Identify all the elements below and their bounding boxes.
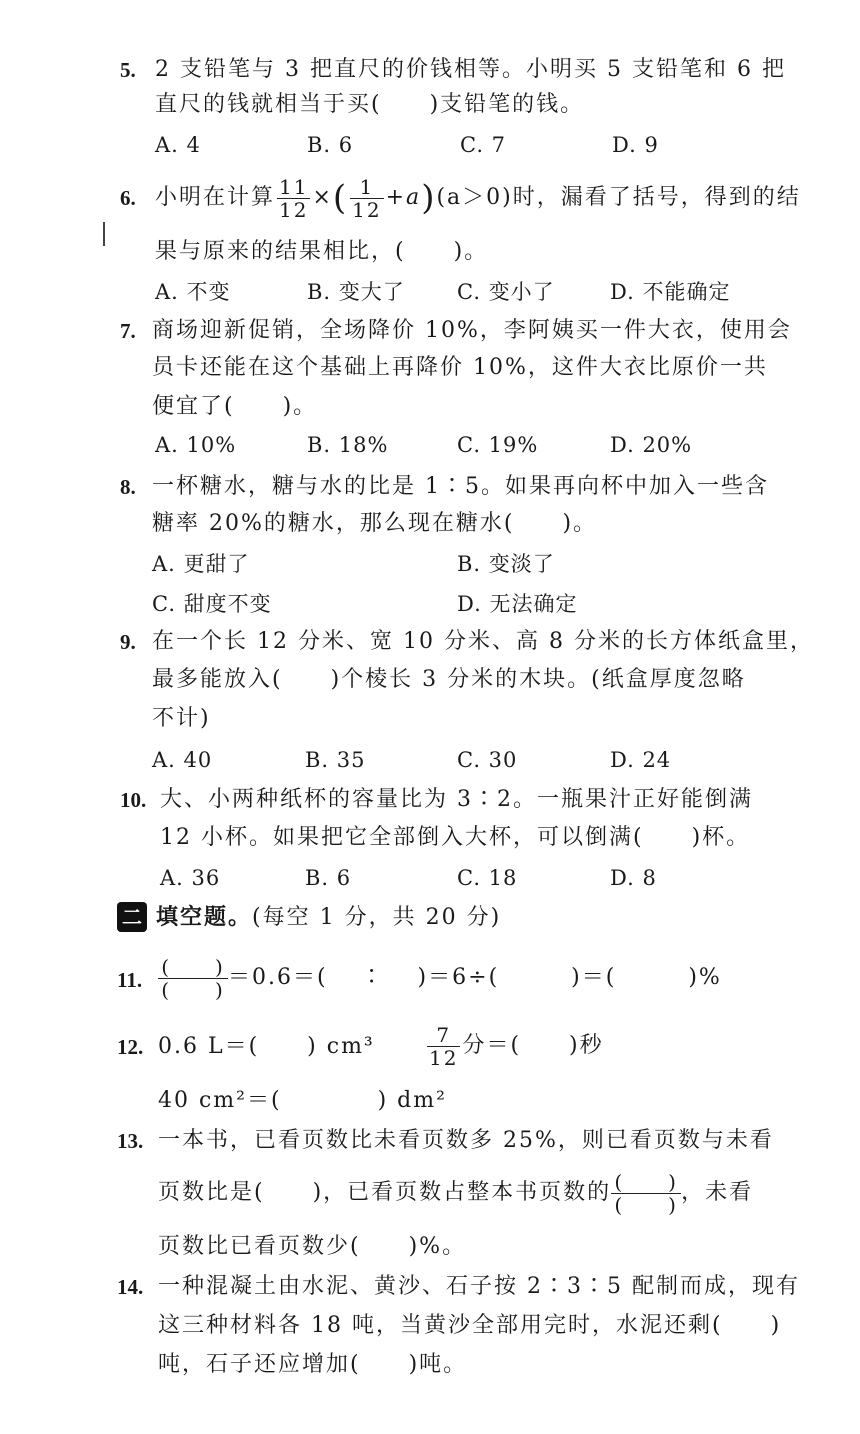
fraction-denominator-blank: ( ) xyxy=(161,977,225,1002)
option-b: B. 6 xyxy=(305,866,352,890)
question-text: 一本书，已看页数比未看页数多 25%，则已看页数与未看 xyxy=(158,1128,774,1153)
question-text-part: ，未看 xyxy=(681,1180,754,1205)
question-number: 14. xyxy=(117,1275,144,1299)
question-text: 页数比已看页数少( )%。 xyxy=(158,1234,467,1259)
question-text-prefix: 小明在计算 xyxy=(155,185,276,210)
question-text: 商场迎新促销，全场降价 10%，李阿姨买一件大衣，使用会 xyxy=(152,318,792,343)
fraction-denominator: 12 xyxy=(279,197,309,222)
section-scoring: (每空 1 分，共 20 分) xyxy=(252,905,502,930)
option-d: D. 20% xyxy=(610,433,693,457)
option-d: D. 8 xyxy=(610,866,657,890)
question-text: 一种混凝土由水泥、黄沙、石子按 2∶3∶5 配制而成，现有 xyxy=(158,1274,800,1299)
fraction-numerator-blank: ( ) xyxy=(611,1171,681,1194)
option-d: D. 9 xyxy=(612,133,659,157)
option-c: C. 7 xyxy=(460,133,507,157)
question-number: 13. xyxy=(117,1129,144,1153)
question-text: 便宜了( )。 xyxy=(152,394,318,419)
question-number: 12. xyxy=(117,1035,144,1059)
question-number: 9. xyxy=(120,630,136,654)
option-c: C. 变小了 xyxy=(457,280,555,304)
question-text: 不计) xyxy=(152,706,211,731)
question-text: 吨，石子还应增加( )吨。 xyxy=(158,1352,468,1377)
section-title-text: 填空题。 xyxy=(156,904,253,930)
question-number: 5. xyxy=(120,58,136,82)
question-text: 0.6 L＝( ) cm³ xyxy=(158,1034,375,1059)
blank-fraction xyxy=(158,956,228,1001)
option-b: B. 变淡了 xyxy=(457,552,555,576)
question-text xyxy=(158,948,722,1008)
question-text: 一杯糖水，糖与水的比是 1∶5。如果再向杯中加入一些含 xyxy=(152,474,769,499)
question-number: 10. xyxy=(120,788,147,812)
question-text: 12 小杯。如果把它全部倒入大杯，可以倒满( )杯。 xyxy=(160,825,751,850)
question-text: 这三种材料各 18 吨，当黄沙全部用完时，水泥还剩( ) xyxy=(158,1313,782,1338)
option-a: A. 更甜了 xyxy=(152,552,250,576)
question-number: 6. xyxy=(120,186,136,210)
question-text xyxy=(158,1165,753,1221)
blank-fraction xyxy=(611,1171,681,1216)
section-title xyxy=(156,902,501,933)
question-text: 2 支铅笔与 3 把直尺的价钱相等。小明买 5 支铅笔和 6 把 xyxy=(155,57,786,82)
question-text: 40 cm²＝( ) dm² xyxy=(158,1088,447,1113)
question-number: 8. xyxy=(120,475,136,499)
close-paren: ) xyxy=(421,178,437,218)
option-b: B. 18% xyxy=(307,433,389,457)
margin-mark xyxy=(103,222,105,246)
equation-text: ＝0.6＝( ∶ )＝6÷( )＝( )% xyxy=(228,965,722,990)
question-text xyxy=(425,1016,604,1076)
option-d: D. 24 xyxy=(610,748,672,772)
option-d: D. 不能确定 xyxy=(610,280,731,304)
section-number-icon: 二 xyxy=(117,902,147,932)
fraction-denominator-blank: ( ) xyxy=(614,1192,678,1217)
question-text: 在一个长 12 分米、宽 10 分米、高 8 分米的长方体纸盒里， xyxy=(152,629,814,654)
option-a: A. 不变 xyxy=(155,280,231,304)
open-paren: ( xyxy=(332,178,349,218)
option-c: C. 18 xyxy=(457,866,518,890)
fraction-numerator-blank: ( ) xyxy=(158,956,228,979)
question-text: 直尺的钱就相当于买( )支铅笔的钱。 xyxy=(155,92,585,117)
fraction-denominator: 12 xyxy=(429,1045,459,1070)
option-a: A. 36 xyxy=(160,866,221,890)
option-b: B. 6 xyxy=(307,133,354,157)
question-number: 11. xyxy=(117,968,143,992)
question-number: 7. xyxy=(120,319,136,343)
option-b: B. 35 xyxy=(305,748,366,772)
question-text: 大、小两种纸杯的容量比为 3∶2。一瓶果汁正好能倒满 xyxy=(160,787,753,812)
fraction xyxy=(427,1024,460,1069)
question-text xyxy=(155,172,801,224)
option-c: C. 30 xyxy=(457,748,518,772)
option-c: C. 甜度不变 xyxy=(152,592,272,616)
option-a: A. 4 xyxy=(155,133,201,157)
fraction-numerator: 11 xyxy=(279,174,309,199)
option-a: A. 10% xyxy=(155,433,237,457)
fraction xyxy=(350,176,383,221)
question-text-suffix: (a＞0)时，漏看了括号，得到的结 xyxy=(436,185,801,210)
question-text: 最多能放入( )个棱长 3 分米的木块。(纸盒厚度忽略 xyxy=(152,667,746,692)
question-text: 员卡还能在这个基础上再降价 10%，这件大衣比原价一共 xyxy=(152,355,768,380)
question-text-part: 页数比是( )，已看页数占整本书页数的 xyxy=(158,1180,612,1205)
fraction-numerator: 1 xyxy=(350,176,383,199)
option-c: C. 19% xyxy=(457,433,539,457)
option-a: A. 40 xyxy=(152,748,213,772)
times-sign: × xyxy=(312,185,333,210)
plus-a: +a xyxy=(385,185,422,210)
question-text: 果与原来的结果相比，( )。 xyxy=(155,239,489,264)
fraction xyxy=(277,176,310,221)
question-text-suffix: 分＝( )秒 xyxy=(462,1033,604,1058)
fraction-numerator: 7 xyxy=(427,1024,460,1047)
option-d: D. 无法确定 xyxy=(457,592,578,616)
option-b: B. 变大了 xyxy=(307,280,405,304)
question-text: 糖率 20%的糖水，那么现在糖水( )。 xyxy=(152,511,598,536)
fraction-denominator: 12 xyxy=(352,197,382,222)
